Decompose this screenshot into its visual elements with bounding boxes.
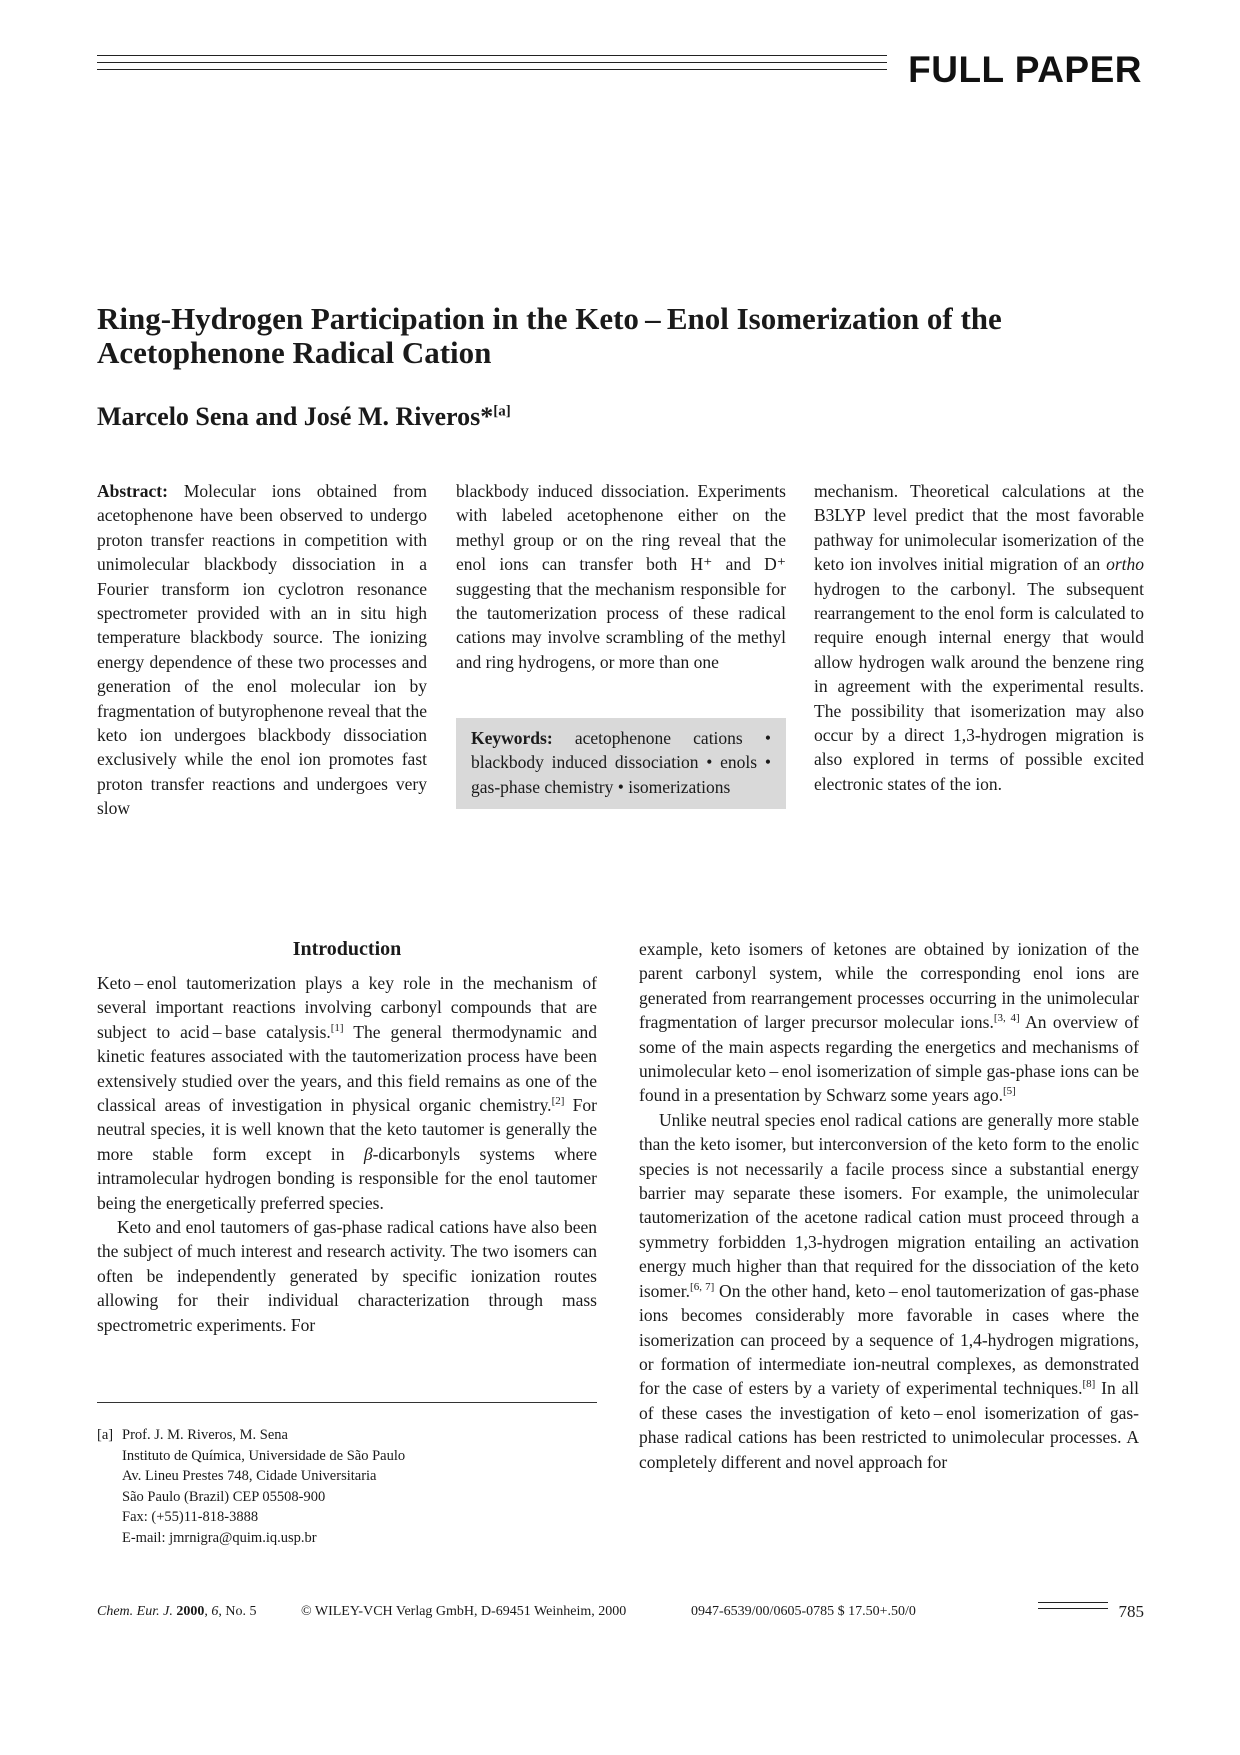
body-column-right [639, 937, 1139, 1474]
header-rules [97, 55, 887, 76]
text-run: example, keto isomers of ketones are obtained by ionization of the parent carbonyl system, while the corresponding enol ions are generated from rearrangement processes occurring in the unimolecular fragmentation of larger precursor molecular ions. [639, 939, 1139, 1033]
text-run: Keto – enol tautomerization plays a key role in the mechanism of several important reactions involving carbonyl compounds that are subject to acid – base catalysis. [97, 973, 597, 1042]
author-names: Marcelo Sena and José M. Riveros* [97, 402, 494, 431]
footer-copyright: © WILEY-VCH Verlag GmbH, D-69451 Weinheim, 2000 [301, 1604, 627, 1619]
affiliation-line: São Paulo (Brazil) CEP 05508-900 [122, 1488, 326, 1505]
affiliation-line: Instituto de Química, Universidade de São Paulo [122, 1447, 406, 1464]
journal-abbrev: Chem. Eur. J. [97, 1604, 173, 1619]
affiliation-email[interactable]: E-mail: jmrnigra@quim.iq.usp.br [122, 1529, 317, 1546]
body-column-left [97, 937, 597, 1337]
author-affiliation-mark: [a] [493, 403, 511, 420]
affiliation-line: Prof. J. M. Riveros, M. Sena [122, 1427, 288, 1443]
footer-article-code: 0947-6539/00/0605-0785 $ 17.50+.50/0 [691, 1604, 916, 1619]
paragraph [639, 937, 1139, 1108]
footnote-rule [97, 1402, 597, 1403]
journal-issue: , No. 5 [218, 1604, 257, 1619]
text-run: Unlike neutral species enol radical cations are generally more stable than the keto isomer, but interconversion of the keto form to the enolic species is not necessarily a facile process since a substantial energy barrier may separate these isomers. For example, the unimolecular tautomerization of the acetone radical cation must proceed through a symmetry forbidden 1,3-hydrogen migration entailing an activation energy much higher than that required for the dissociation of the keto isomer. [639, 1109, 1139, 1301]
abstract-column-1 [97, 479, 427, 821]
affiliation-line: Av. Lineu Prestes 748, Cidade Universitaria [122, 1468, 377, 1484]
text-run: An overview of some of the main aspects regarding the energetics and mechanisms of unimolecular keto – enol isomerization of simple gas-phase ions can be found in a presentation by Schwarz some years ago. [639, 1012, 1140, 1106]
abstract-text-3b: hydrogen to the carbonyl. The subsequent rearrangement to the enol form is calculated to require enough internal energy that would allow hydrogen walk around the benzene ring in agreement with the experimental results. The possibility that isomerization may also occur by a direct 1,3-hydrogen migration is also explored in terms of possible excited electronic states of the ion. [814, 578, 1144, 794]
section-label: FULL PAPER [908, 49, 1142, 90]
affiliation-tag: [a] [97, 1427, 114, 1443]
page-footer [97, 1604, 1144, 1626]
article-title: Ring-Hydrogen Participation in the Keto – Enol Isomerization of the Acetophenone Radical Cation [97, 301, 1002, 370]
section-heading-introduction: Introduction [292, 938, 402, 960]
citation: [1] [330, 1021, 344, 1034]
abstract-text-1: Molecular ions obtained from acetophenone have been observed to undergo proton transfer reactions in competition with unimolecular blackbody dissociation in a Fourier transform ion cyclotron resonance spectrometer provided with an in situ high temperature blackbody source. The ionizing energy dependence of these two processes and generation of the enol molecular ion by fragmentation of butyrophenone reveal that the keto ion undergoes blackbody dissociation exclusively while the enol ion promotes fast proton transfer reactions and undergoes very slow [97, 481, 427, 819]
paragraph [97, 971, 597, 1215]
affiliation-footnote [97, 1425, 597, 1548]
text-run: For neutral species, it is well known that the keto tautomer is generally the more stable form except in [97, 1095, 597, 1164]
paragraph: Keto and enol tautomers of gas-phase radical cations have also been the subject of much interest and research activity. The two isomers can often be independently generated by specific ionization routes allowing for their individual characterization through mass spectrometric experiments. For [97, 1217, 597, 1335]
citation: [5] [1003, 1085, 1016, 1098]
keywords-label: Keywords: [471, 728, 553, 748]
journal-year: 2000 [176, 1604, 205, 1619]
article-authors [97, 402, 511, 432]
abstract-text-2: blackbody induced dissociation. Experiments with labeled acetophenone either on the methyl group or on the ring reveal that the enol ions can transfer both H⁺ and D⁺ suggesting that the mechanism responsible for the tautomerization process of these radical cations may involve scrambling of the methyl and ring hydrogens, or more than one [456, 481, 786, 672]
paragraph [639, 1108, 1139, 1474]
abstract [97, 479, 1144, 849]
page-number: 785 [1118, 1602, 1144, 1621]
citation: [3, 4] [993, 1012, 1020, 1025]
journal-volume: 6 [211, 1604, 219, 1619]
text-run: In all of these cases the investigation of keto – enol isomerization of gas-phase radical cations has been restricted to unimolecular processes. A completely different and novel approach for [639, 1378, 1139, 1472]
footer-journal: Chem. Eur. J. 2000, 6 , No. 5 [97, 1604, 257, 1619]
citation: [8] [1082, 1378, 1096, 1391]
text-run: -dicarbonyls systems where intramolecular hydrogen bonding is responsible for the enol tautomer being the energetically preferred species. [97, 1143, 597, 1213]
abstract-text-3a: mechanism. Theoretical calculations at the B3LYP level predict that the most favorable pathway for unimolecular isomerization of the keto ion involves initial migration of an [814, 481, 1144, 575]
text-run: The general thermodynamic and kinetic features associated with the tautomerization process have been extensively studied over the years, and this field remains as one of the classical areas of investigation in physical organic chemistry. [97, 1021, 597, 1116]
affiliation-line: Fax: (+55)11-818-3888 [122, 1509, 259, 1525]
abstract-column-2 [456, 479, 786, 674]
text-run: On the other hand, keto – enol tautomerization of gas-phase ions becomes considerably more favorable in cases where the isomerization can proceed by a sequence of 1,4-hydrogen migrations, or formation of intermediate ion-neutral complexes, as demonstrated for the case of esters by a variety of experimental techniques. [639, 1280, 1140, 1399]
keywords-text: acetophenone cations • blackbody induced dissociation • enols • gas-phase chemistry • isomerizations [471, 728, 771, 797]
abstract-label: Abstract: [97, 481, 168, 501]
abstract-italic: ortho [1106, 554, 1144, 575]
citation: [2] [551, 1095, 565, 1108]
keywords-box [456, 718, 786, 809]
beta-symbol: β [363, 1143, 373, 1164]
page-number-rules [1038, 1602, 1108, 1614]
abstract-column-3 [814, 479, 1144, 796]
citation: [6, 7] [690, 1280, 715, 1293]
